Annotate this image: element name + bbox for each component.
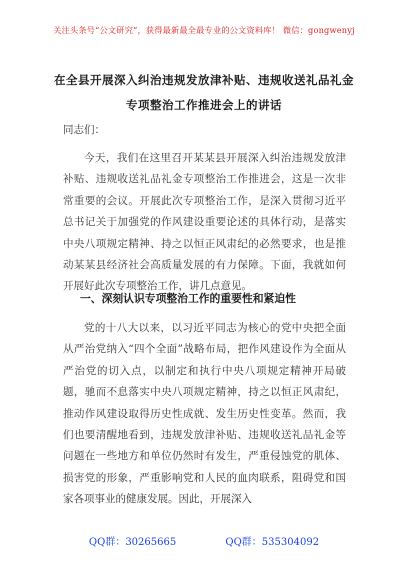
paragraph-section-1: 党的十八大以来，以习近平同志为核心的党中央把全面从严治党纳入“四个全面”战略布局，把作风建设作为全面从严治党的切入点，以制定和执行中央八项规定精神开局破题，驰而不息落实中央八项规定精神，持之以恒正风肃纪，推动作风建设取得历史性成就、发生历史性变革。然而，我们也要清醒地看到，违规发放津补贴、违规收送礼品礼金等问题在一些地方和单位仍然时有发生，严重侵蚀党的肌体、损害党的形象，严重影响党和人民的血肉联系，阻碍党和国家各项事业的健康发展。因此，开展深入 bbox=[63, 322, 346, 506]
footer-qq-group-1: QQ群：30265665 bbox=[88, 537, 177, 548]
footer-qq-group-2: QQ群：535304092 bbox=[225, 537, 320, 548]
footer bbox=[0, 533, 408, 548]
salutation: 同志们： bbox=[63, 124, 105, 136]
section-heading: 一、深刻认识专项整治工作的重要性和紧迫性 bbox=[80, 292, 296, 305]
document-title-line-2: 专项整治工作推进会上的讲话 bbox=[126, 98, 282, 112]
promo-header: 关注头条号“公文研究”，获得最新最全最专业的公文资料库！ 微信：gongwenyj bbox=[53, 25, 355, 35]
document-title-line-1: 在全县开展深入纠治违规发放津补贴、违规收送礼品礼金 bbox=[54, 73, 354, 87]
paragraph-intro: 今天，我们在这里召开某某县开展深入纠治违规发放津补贴、违规收送礼品礼金专项整治工作推进会，这是一次非常重要的会议。开展此次专项整治工作，是深入贯彻习近平总书记关于加强党的作风建设重要论述的具体行动，是落实中央八项规定精神、持之以恒正风肃纪的必然要求，也是推动某某县经济社会高质量发展的有力保障。下面，我就如何开展好此次专项整治工作，讲几点意见。 bbox=[63, 152, 346, 293]
